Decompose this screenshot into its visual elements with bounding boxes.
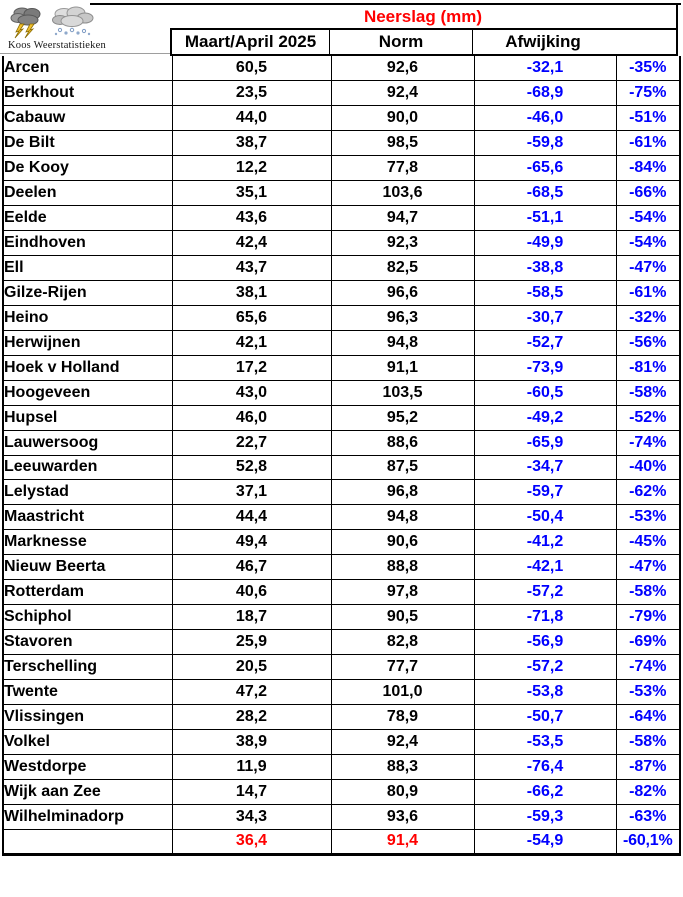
norm-cell: 94,8 [331, 330, 474, 355]
norm-cell: 96,8 [331, 480, 474, 505]
station-row [3, 779, 680, 804]
station-row [3, 455, 680, 480]
deviation-pct-cell: -40% [616, 455, 680, 480]
station-row [3, 655, 680, 680]
deviation-pct-cell: -58% [616, 729, 680, 754]
deviation-cell: -76,4 [474, 754, 616, 779]
norm-cell: 91,1 [331, 355, 474, 380]
deviation-cell: -42,1 [474, 555, 616, 580]
norm-cell: 77,7 [331, 655, 474, 680]
summary-deviation-cell: -54,9 [474, 829, 616, 854]
deviation-pct-cell: -58% [616, 580, 680, 605]
deviation-cell: -50,7 [474, 704, 616, 729]
norm-cell: 98,5 [331, 131, 474, 156]
storm-cloud-icon [11, 8, 40, 38]
station-name-cell: De Bilt [3, 131, 172, 156]
summary-row [3, 829, 680, 854]
deviation-cell: -46,0 [474, 106, 616, 131]
norm-cell: 90,6 [331, 530, 474, 555]
deviation-cell: -34,7 [474, 455, 616, 480]
deviation-pct-cell: -45% [616, 530, 680, 555]
deviation-pct-cell: -62% [616, 480, 680, 505]
col-header-norm: Norm [330, 30, 473, 54]
station-name-cell: Eindhoven [3, 231, 172, 256]
deviation-pct-cell: -54% [616, 231, 680, 256]
station-row [3, 530, 680, 555]
deviation-cell: -58,5 [474, 280, 616, 305]
norm-cell: 96,3 [331, 305, 474, 330]
col-header-period: Maart/April 2025 [172, 30, 330, 54]
station-row [3, 804, 680, 829]
station-row [3, 754, 680, 779]
deviation-cell: -56,9 [474, 630, 616, 655]
deviation-pct-cell: -64% [616, 704, 680, 729]
norm-cell: 103,6 [331, 181, 474, 206]
deviation-cell: -68,5 [474, 181, 616, 206]
station-name-cell: Wilhelminadorp [3, 804, 172, 829]
value-cell: 44,4 [172, 505, 331, 530]
norm-cell: 82,5 [331, 256, 474, 281]
value-cell: 42,1 [172, 330, 331, 355]
station-row [3, 355, 680, 380]
summary-value-cell: 36,4 [172, 829, 331, 854]
summary-name-cell [3, 829, 172, 854]
station-row [3, 480, 680, 505]
station-name-cell: Hupsel [3, 405, 172, 430]
station-name-cell: Stavoren [3, 630, 172, 655]
deviation-pct-cell: -52% [616, 405, 680, 430]
deviation-pct-cell: -79% [616, 605, 680, 630]
value-cell: 23,5 [172, 81, 331, 106]
station-name-cell: De Kooy [3, 156, 172, 181]
norm-cell: 93,6 [331, 804, 474, 829]
deviation-pct-cell: -63% [616, 804, 680, 829]
station-name-cell: Maastricht [3, 505, 172, 530]
deviation-pct-cell: -32% [616, 305, 680, 330]
deviation-pct-cell: -47% [616, 256, 680, 281]
value-cell: 43,7 [172, 256, 331, 281]
deviation-cell: -59,8 [474, 131, 616, 156]
station-name-cell: Vlissingen [3, 704, 172, 729]
table-header [170, 5, 678, 56]
column-header-row [170, 30, 678, 56]
norm-cell: 94,7 [331, 206, 474, 231]
deviation-pct-cell: -51% [616, 106, 680, 131]
station-name-cell: Gilze-Rijen [3, 280, 172, 305]
value-cell: 11,9 [172, 754, 331, 779]
value-cell: 38,7 [172, 131, 331, 156]
value-cell: 37,1 [172, 480, 331, 505]
station-row [3, 106, 680, 131]
norm-cell: 90,5 [331, 605, 474, 630]
norm-cell: 101,0 [331, 679, 474, 704]
norm-cell: 96,6 [331, 280, 474, 305]
deviation-cell: -65,6 [474, 156, 616, 181]
station-name-cell: Westdorpe [3, 754, 172, 779]
summary-norm-cell: 91,4 [331, 829, 474, 854]
norm-cell: 94,8 [331, 505, 474, 530]
norm-cell: 82,8 [331, 630, 474, 655]
deviation-pct-cell: -61% [616, 280, 680, 305]
value-cell: 46,0 [172, 405, 331, 430]
deviation-pct-cell: -53% [616, 505, 680, 530]
station-name-cell: Leeuwarden [3, 455, 172, 480]
station-row [3, 505, 680, 530]
deviation-cell: -73,9 [474, 355, 616, 380]
norm-cell: 88,6 [331, 430, 474, 455]
station-row [3, 231, 680, 256]
value-cell: 28,2 [172, 704, 331, 729]
norm-cell: 88,8 [331, 555, 474, 580]
deviation-cell: -30,7 [474, 305, 616, 330]
deviation-pct-cell: -47% [616, 555, 680, 580]
station-row [3, 256, 680, 281]
value-cell: 25,9 [172, 630, 331, 655]
norm-cell: 92,4 [331, 81, 474, 106]
value-cell: 42,4 [172, 231, 331, 256]
station-row [3, 704, 680, 729]
deviation-cell: -68,9 [474, 81, 616, 106]
deviation-cell: -50,4 [474, 505, 616, 530]
station-name-cell: Marknesse [3, 530, 172, 555]
norm-cell: 78,9 [331, 704, 474, 729]
deviation-cell: -41,2 [474, 530, 616, 555]
value-cell: 38,9 [172, 729, 331, 754]
value-cell: 35,1 [172, 181, 331, 206]
deviation-pct-cell: -74% [616, 430, 680, 455]
norm-cell: 87,5 [331, 455, 474, 480]
value-cell: 14,7 [172, 779, 331, 804]
station-name-cell: Volkel [3, 729, 172, 754]
deviation-cell: -32,1 [474, 56, 616, 81]
deviation-pct-cell: -74% [616, 655, 680, 680]
station-name-cell: Ell [3, 256, 172, 281]
value-cell: 17,2 [172, 355, 331, 380]
deviation-cell: -53,5 [474, 729, 616, 754]
value-cell: 60,5 [172, 56, 331, 81]
station-row [3, 81, 680, 106]
station-row [3, 181, 680, 206]
deviation-pct-cell: -56% [616, 330, 680, 355]
norm-cell: 97,8 [331, 580, 474, 605]
station-row [3, 729, 680, 754]
station-name-cell: Terschelling [3, 655, 172, 680]
deviation-pct-cell: -54% [616, 206, 680, 231]
station-name-cell: Deelen [3, 181, 172, 206]
station-name-cell: Twente [3, 679, 172, 704]
value-cell: 47,2 [172, 679, 331, 704]
value-cell: 38,1 [172, 280, 331, 305]
station-row [3, 630, 680, 655]
deviation-pct-cell: -81% [616, 355, 680, 380]
col-header-deviation: Afwijking [505, 32, 581, 51]
deviation-cell: -66,2 [474, 779, 616, 804]
value-cell: 52,8 [172, 455, 331, 480]
station-row [3, 280, 680, 305]
deviation-pct-cell: -87% [616, 754, 680, 779]
value-cell: 34,3 [172, 804, 331, 829]
brand-text: Koos Weerstatistieken [8, 40, 106, 51]
deviation-cell: -57,2 [474, 580, 616, 605]
value-cell: 40,6 [172, 580, 331, 605]
stations-body [3, 56, 680, 829]
norm-cell: 90,0 [331, 106, 474, 131]
station-name-cell: Arcen [3, 56, 172, 81]
station-name-cell: Cabauw [3, 106, 172, 131]
value-cell: 18,7 [172, 605, 331, 630]
station-row [3, 430, 680, 455]
station-row [3, 330, 680, 355]
station-name-cell: Nieuw Beerta [3, 555, 172, 580]
station-name-cell: Schiphol [3, 605, 172, 630]
value-cell: 49,4 [172, 530, 331, 555]
station-row [3, 206, 680, 231]
norm-cell: 80,9 [331, 779, 474, 804]
value-cell: 20,5 [172, 655, 331, 680]
norm-cell: 92,4 [331, 729, 474, 754]
value-cell: 43,6 [172, 206, 331, 231]
norm-cell: 103,5 [331, 380, 474, 405]
value-cell: 65,6 [172, 305, 331, 330]
station-name-cell: Berkhout [3, 81, 172, 106]
summary-body [3, 829, 680, 854]
weather-logo [8, 5, 138, 51]
deviation-pct-cell: -84% [616, 156, 680, 181]
station-name-cell: Wijk aan Zee [3, 779, 172, 804]
deviation-pct-cell: -75% [616, 81, 680, 106]
deviation-cell: -51,1 [474, 206, 616, 231]
station-name-cell: Lelystad [3, 480, 172, 505]
deviation-cell: -53,8 [474, 679, 616, 704]
deviation-cell: -71,8 [474, 605, 616, 630]
deviation-pct-cell: -35% [616, 56, 680, 81]
value-cell: 43,0 [172, 380, 331, 405]
deviation-pct-cell: -82% [616, 779, 680, 804]
deviation-cell: -57,2 [474, 655, 616, 680]
station-name-cell: Hoogeveen [3, 380, 172, 405]
deviation-cell: -59,3 [474, 804, 616, 829]
value-cell: 12,2 [172, 156, 331, 181]
station-name-cell: Rotterdam [3, 580, 172, 605]
station-name-cell: Herwijnen [3, 330, 172, 355]
snow-cloud-icon [53, 7, 94, 35]
station-row [3, 56, 680, 81]
station-row [3, 305, 680, 330]
deviation-cell: -49,2 [474, 405, 616, 430]
deviation-cell: -60,5 [474, 380, 616, 405]
deviation-cell: -59,7 [474, 480, 616, 505]
station-name-cell: Hoek v Holland [3, 355, 172, 380]
value-cell: 46,7 [172, 555, 331, 580]
value-cell: 44,0 [172, 106, 331, 131]
station-row [3, 131, 680, 156]
station-name-cell: Lauwersoog [3, 430, 172, 455]
deviation-cell: -65,9 [474, 430, 616, 455]
deviation-pct-cell: -66% [616, 181, 680, 206]
station-row [3, 580, 680, 605]
deviation-cell: -49,9 [474, 231, 616, 256]
norm-cell: 92,3 [331, 231, 474, 256]
norm-cell: 92,6 [331, 56, 474, 81]
deviation-cell: -52,7 [474, 330, 616, 355]
station-row [3, 605, 680, 630]
station-row [3, 405, 680, 430]
station-row [3, 156, 680, 181]
station-name-cell: Eelde [3, 206, 172, 231]
deviation-pct-cell: -69% [616, 630, 680, 655]
norm-cell: 77,8 [331, 156, 474, 181]
station-row [3, 555, 680, 580]
table-title: Neerslag (mm) [170, 5, 678, 30]
deviation-pct-cell: -53% [616, 679, 680, 704]
station-row [3, 380, 680, 405]
deviation-cell: -38,8 [474, 256, 616, 281]
stations-table [2, 56, 681, 856]
norm-cell: 88,3 [331, 754, 474, 779]
deviation-pct-cell: -61% [616, 131, 680, 156]
station-row [3, 679, 680, 704]
station-name-cell: Heino [3, 305, 172, 330]
logo-underline [0, 53, 170, 54]
value-cell: 22,7 [172, 430, 331, 455]
deviation-pct-cell: -58% [616, 380, 680, 405]
summary-deviation-pct-cell: -60,1% [616, 829, 680, 854]
norm-cell: 95,2 [331, 405, 474, 430]
weather-logo-graphic [8, 5, 108, 39]
